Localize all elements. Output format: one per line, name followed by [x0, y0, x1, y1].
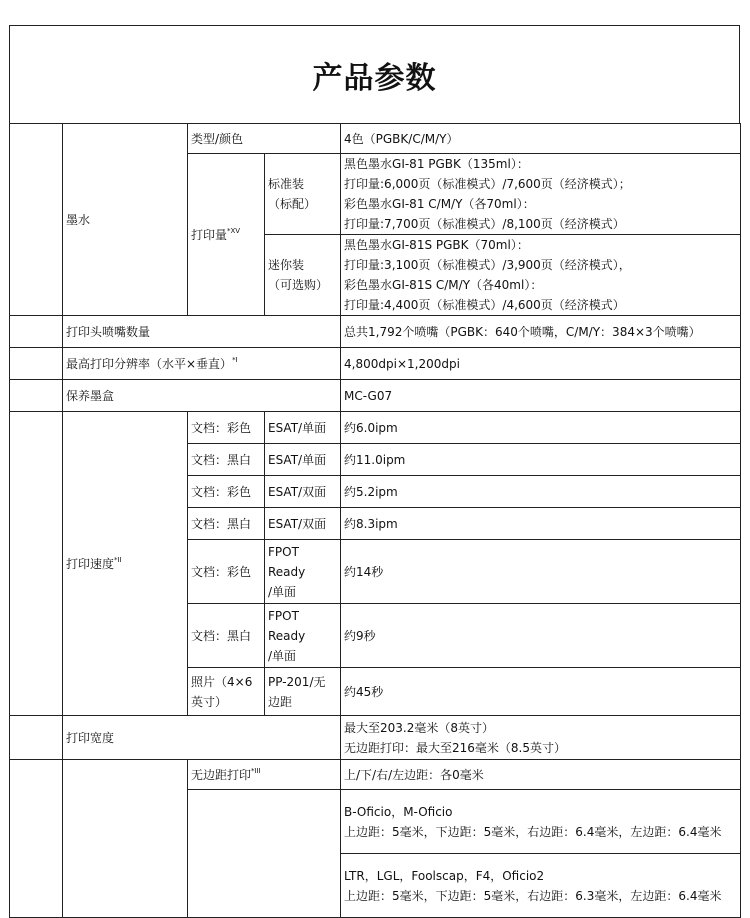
resolution-label-cell	[63, 348, 341, 380]
speed-mode	[265, 604, 341, 668]
margin-text: 上边距：5毫米，下边距：5毫米，右边距：6.4毫米，左边距：6.4毫米	[344, 824, 722, 839]
standard-pack-line: 标准装	[268, 177, 305, 191]
spec-table	[9, 123, 741, 918]
width-label: 打印宽度	[63, 716, 341, 760]
maintenance-label: 保养墨盒	[63, 380, 341, 412]
speed-value: 约45秒	[341, 668, 741, 716]
group-label-cell	[63, 760, 188, 918]
speed-doc: 文档：彩色	[188, 540, 265, 604]
speed-doc: 文档：黑白	[188, 444, 265, 476]
table-row	[10, 412, 741, 444]
speed-mode-line: Ready	[268, 628, 306, 643]
speed-mode-line: Ready	[268, 564, 306, 579]
margin-sizes: B-Oficio，M-Oficio	[344, 804, 453, 819]
speed-mode-line: 边距	[268, 694, 293, 709]
mini-pack-line: （可选购）	[268, 278, 329, 292]
speed-mode: ESAT/双面	[265, 476, 341, 508]
speed-mode: ESAT/单面	[265, 444, 341, 476]
type-color-value: 4色（PGBK/C/M/Y）	[341, 124, 741, 154]
nozzles-label: 打印头喷嘴数量	[63, 316, 341, 348]
table-row	[10, 316, 741, 348]
standard-pack-text: 打印量:6,000页（标准模式）/7,600页（经济模式）；	[344, 177, 631, 191]
width-line: 无边距打印：最大至216毫米（8.5英寸）	[344, 740, 567, 755]
table-row	[10, 716, 741, 760]
standard-pack-label	[265, 154, 341, 235]
speed-value: 约5.2ipm	[341, 476, 741, 508]
width-value	[341, 716, 741, 760]
speed-label: 打印速度	[66, 556, 115, 571]
borderless-footnote-mark: *III	[251, 766, 261, 775]
mini-pack-text: 打印量:3,100页（标准模式）/3,900页（经济模式），	[344, 258, 631, 272]
mini-pack-text: 黑色墨水GI-81S PGBK（70ml）：	[344, 238, 529, 252]
mini-pack-line: 迷你装	[268, 258, 305, 272]
resolution-footnote-mark: *I	[232, 355, 238, 364]
table-row	[10, 124, 741, 154]
ink-group-cell	[10, 124, 63, 316]
speed-mode-line: FPOT	[268, 544, 299, 559]
borderless-label: 无边距打印	[191, 767, 252, 782]
margin-sizes: LTR，LGL，Foolscap，F4，Oficio2	[344, 868, 545, 883]
standard-pack-text: 黑色墨水GI-81 PGBK（135ml）：	[344, 157, 529, 171]
maintenance-value: MC-G07	[341, 380, 741, 412]
group-cell	[10, 316, 63, 348]
width-line: 最大至203.2毫米（8英寸）	[344, 720, 495, 735]
mini-pack-text: 彩色墨水GI-81S C/M/Y（各40ml）：	[344, 278, 543, 292]
speed-footnote-mark: *II	[114, 555, 122, 564]
speed-doc-line: 英寸）	[191, 694, 228, 709]
speed-mode-line: /单面	[268, 584, 297, 599]
yield-footnote-mark: *XV	[227, 226, 241, 235]
speed-doc: 文档：彩色	[188, 476, 265, 508]
speed-mode-line: PP-201/无	[268, 674, 326, 689]
borderless-label-cell	[188, 760, 341, 790]
speed-doc: 文档：黑白	[188, 604, 265, 668]
nozzles-value: 总共1,792个喷嘴（PGBK：640个喷嘴，C/M/Y：384×3个喷嘴）	[341, 316, 741, 348]
standard-pack-text: 彩色墨水GI-81 C/M/Y（各70ml）：	[344, 197, 535, 211]
margins-label-cell	[188, 790, 341, 918]
group-cell	[10, 348, 63, 380]
mini-pack-label	[265, 235, 341, 316]
margin-value	[341, 790, 741, 854]
speed-value: 约14秒	[341, 540, 741, 604]
type-color-label: 类型/颜色	[188, 124, 341, 154]
group-cell	[10, 760, 63, 918]
resolution-label: 最高打印分辨率（水平×垂直）	[66, 356, 233, 371]
resolution-value: 4,800dpi×1,200dpi	[341, 348, 741, 380]
standard-pack-line: （标配）	[268, 197, 317, 211]
speed-mode: ESAT/双面	[265, 508, 341, 540]
speed-mode: ESAT/单面	[265, 412, 341, 444]
borderless-value: 上/下/右/左边距：各0毫米	[341, 760, 741, 790]
mini-pack-value	[341, 235, 741, 316]
speed-mode	[265, 540, 341, 604]
ink-label: 墨水	[63, 124, 188, 316]
table-row	[10, 760, 741, 790]
speed-mode	[265, 668, 341, 716]
speed-value: 约9秒	[341, 604, 741, 668]
speed-mode-line: /单面	[268, 648, 297, 663]
table-row	[10, 348, 741, 380]
speed-label-cell	[63, 412, 188, 716]
speed-group-cell	[10, 412, 63, 716]
spec-sheet	[9, 25, 740, 918]
standard-pack-text: 打印量:7,700页（标准模式）/8,100页（经济模式）	[344, 217, 625, 231]
title-box	[9, 25, 740, 123]
speed-doc: 文档：黑白	[188, 508, 265, 540]
margin-value	[341, 854, 741, 918]
speed-doc	[188, 668, 265, 716]
speed-mode-line: FPOT	[268, 608, 299, 623]
margin-text: 上边距：5毫米，下边距：5毫米，右边距：6.3毫米，左边距：6.4毫米	[344, 888, 722, 903]
speed-doc: 文档：彩色	[188, 412, 265, 444]
mini-pack-text: 打印量:4,400页（标准模式）/4,600页（经济模式）	[344, 298, 625, 312]
speed-value: 约6.0ipm	[341, 412, 741, 444]
speed-doc-line: 照片（4×6	[191, 674, 253, 689]
speed-value: 约11.0ipm	[341, 444, 741, 476]
table-row	[10, 380, 741, 412]
page-title: 产品参数	[312, 60, 437, 96]
group-cell	[10, 380, 63, 412]
yield-label-cell	[188, 154, 265, 316]
speed-value: 约8.3ipm	[341, 508, 741, 540]
yield-label: 打印量	[191, 227, 228, 242]
group-cell	[10, 716, 63, 760]
standard-pack-value	[341, 154, 741, 235]
